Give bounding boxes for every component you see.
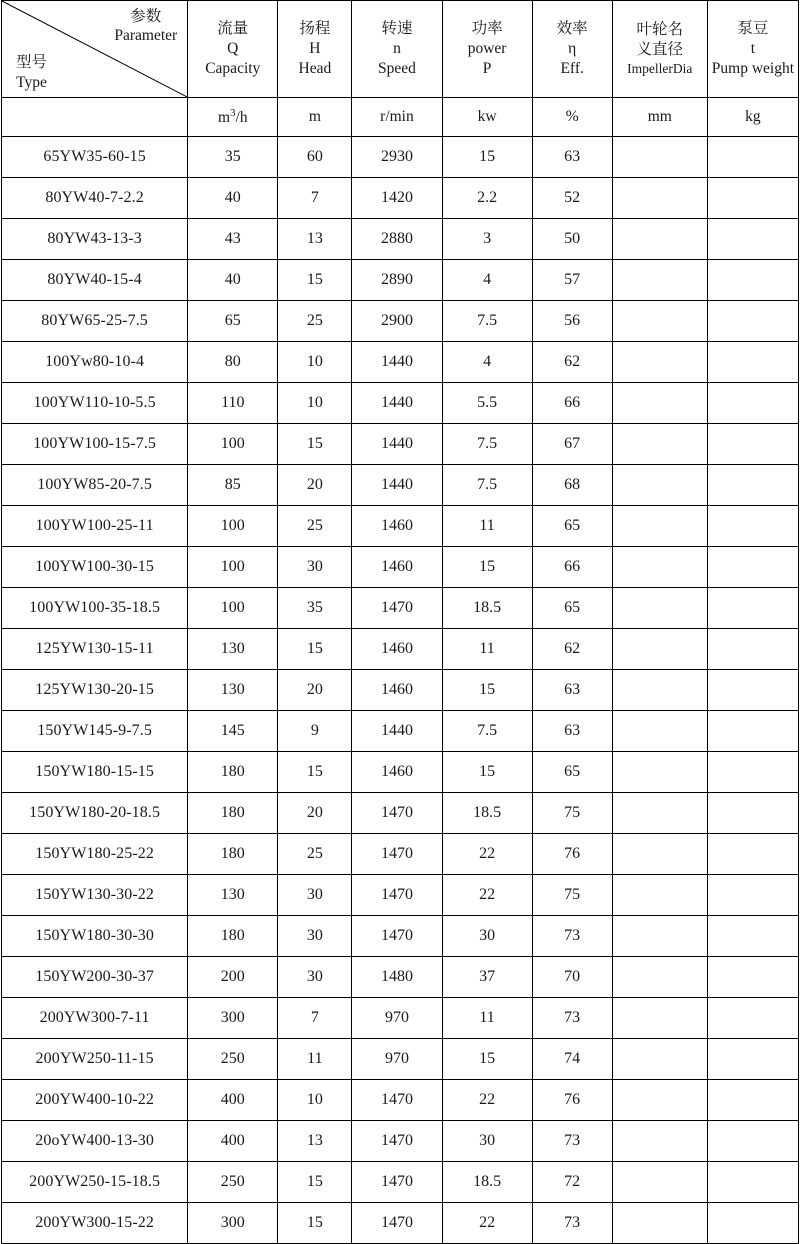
table-row — [2, 916, 799, 957]
power-value: 2.2 — [442, 178, 532, 219]
capacity-value: 100 — [188, 506, 278, 547]
pump-weight-value — [707, 260, 798, 301]
power-value: 18.5 — [442, 793, 532, 834]
speed-value: 2930 — [352, 137, 442, 178]
speed-value: 1470 — [352, 1121, 442, 1162]
header-power-word: power — [467, 39, 507, 57]
capacity-value: 145 — [188, 711, 278, 752]
efficiency-value: 67 — [532, 424, 612, 465]
efficiency-value: 73 — [532, 1203, 612, 1244]
capacity-value: 200 — [188, 957, 278, 998]
power-value: 11 — [442, 998, 532, 1039]
pump-type: 150YW180-30-30 — [2, 916, 188, 957]
pump-type: 80YW40-7-2.2 — [2, 178, 188, 219]
pump-type: 100YW100-30-15 — [2, 547, 188, 588]
efficiency-value: 73 — [532, 998, 612, 1039]
pump-weight-value — [707, 834, 798, 875]
header-type-label — [16, 53, 47, 92]
header-speed-en: Speed — [378, 60, 416, 78]
pump-weight-value — [707, 547, 798, 588]
capacity-value: 85 — [188, 465, 278, 506]
header-power-cn: 功率 — [471, 19, 503, 37]
table-row — [2, 875, 799, 916]
speed-value: 1480 — [352, 957, 442, 998]
impeller-diameter-value — [612, 1162, 707, 1203]
capacity-value: 180 — [188, 793, 278, 834]
header-efficiency-symbol: η — [568, 39, 577, 57]
header-pump-weight — [707, 1, 798, 98]
pump-type: 100YW100-35-18.5 — [2, 588, 188, 629]
impeller-diameter-value — [612, 957, 707, 998]
impeller-diameter-value — [612, 875, 707, 916]
table-row — [2, 547, 799, 588]
header-head-symbol: H — [309, 39, 321, 57]
header-impeller-cn: 叶轮名 — [636, 21, 684, 39]
head-value: 30 — [278, 547, 352, 588]
head-value: 13 — [278, 1121, 352, 1162]
header-weight-en: Pump weight — [711, 60, 795, 78]
head-value: 30 — [278, 875, 352, 916]
header-power — [442, 1, 532, 98]
impeller-diameter-value — [612, 137, 707, 178]
head-value: 7 — [278, 178, 352, 219]
pump-type: 200YW300-7-11 — [2, 998, 188, 1039]
speed-value: 1470 — [352, 1080, 442, 1121]
head-value: 25 — [278, 834, 352, 875]
efficiency-value: 73 — [532, 1121, 612, 1162]
head-value: 15 — [278, 629, 352, 670]
capacity-value: 400 — [188, 1121, 278, 1162]
table-row — [2, 588, 799, 629]
head-value: 13 — [278, 219, 352, 260]
impeller-diameter-value — [612, 424, 707, 465]
capacity-value: 100 — [188, 424, 278, 465]
speed-value: 1470 — [352, 834, 442, 875]
efficiency-value: 68 — [532, 465, 612, 506]
header-impeller-diameter — [612, 1, 707, 98]
pump-type: 100YW85-20-7.5 — [2, 465, 188, 506]
header-row — [2, 1, 799, 98]
impeller-diameter-value — [612, 260, 707, 301]
impeller-diameter-value — [612, 793, 707, 834]
head-value: 15 — [278, 1162, 352, 1203]
power-value: 11 — [442, 506, 532, 547]
table-row — [2, 752, 799, 793]
pump-type: 80YW65-25-7.5 — [2, 301, 188, 342]
efficiency-value: 62 — [532, 342, 612, 383]
power-value: 7.5 — [442, 301, 532, 342]
pump-weight-value — [707, 301, 798, 342]
efficiency-value: 63 — [532, 711, 612, 752]
head-value: 15 — [278, 424, 352, 465]
pump-weight-value — [707, 998, 798, 1039]
speed-value: 1470 — [352, 916, 442, 957]
speed-value: 1420 — [352, 178, 442, 219]
pump-weight-value — [707, 670, 798, 711]
header-impeller-cn2: 义直径 — [636, 41, 684, 59]
table-row — [2, 383, 799, 424]
power-value: 30 — [442, 1121, 532, 1162]
head-value: 10 — [278, 1080, 352, 1121]
header-power-symbol: P — [482, 60, 492, 78]
speed-value: 1470 — [352, 793, 442, 834]
header-head-cn: 扬程 — [299, 19, 331, 37]
power-value: 22 — [442, 1080, 532, 1121]
pump-weight-value — [707, 588, 798, 629]
head-value: 30 — [278, 957, 352, 998]
speed-value: 1470 — [352, 1203, 442, 1244]
pump-weight-value — [707, 711, 798, 752]
impeller-diameter-value — [612, 547, 707, 588]
head-value: 20 — [278, 465, 352, 506]
pump-type: 80YW40-15-4 — [2, 260, 188, 301]
capacity-value: 130 — [188, 629, 278, 670]
pump-type: 100Yw80-10-4 — [2, 342, 188, 383]
speed-value: 1440 — [352, 383, 442, 424]
header-weight-symbol: t — [750, 39, 756, 57]
head-value: 20 — [278, 670, 352, 711]
efficiency-value: 63 — [532, 670, 612, 711]
pump-type: 200YW250-11-15 — [2, 1039, 188, 1080]
efficiency-value: 66 — [532, 547, 612, 588]
head-value: 15 — [278, 260, 352, 301]
head-value: 15 — [278, 1203, 352, 1244]
pump-type: 125YW130-20-15 — [2, 670, 188, 711]
efficiency-value: 65 — [532, 752, 612, 793]
head-value: 7 — [278, 998, 352, 1039]
capacity-value: 100 — [188, 588, 278, 629]
pump-weight-value — [707, 875, 798, 916]
speed-value: 1440 — [352, 711, 442, 752]
header-speed-cn: 转速 — [381, 19, 413, 37]
efficiency-value: 76 — [532, 834, 612, 875]
head-value: 10 — [278, 342, 352, 383]
pump-weight-value — [707, 1080, 798, 1121]
unit-impeller-diameter: mm — [612, 98, 707, 137]
head-value: 9 — [278, 711, 352, 752]
pump-type: 100YW100-25-11 — [2, 506, 188, 547]
efficiency-value: 56 — [532, 301, 612, 342]
table-row — [2, 178, 799, 219]
table-header — [2, 1, 799, 137]
table-row — [2, 793, 799, 834]
speed-value: 1460 — [352, 752, 442, 793]
pump-type: 200YW250-15-18.5 — [2, 1162, 188, 1203]
capacity-value: 40 — [188, 260, 278, 301]
head-value: 30 — [278, 916, 352, 957]
efficiency-value: 76 — [532, 1080, 612, 1121]
capacity-value: 100 — [188, 547, 278, 588]
capacity-value: 180 — [188, 834, 278, 875]
pump-weight-value — [707, 1162, 798, 1203]
pump-weight-value — [707, 219, 798, 260]
impeller-diameter-value — [612, 219, 707, 260]
speed-value: 2900 — [352, 301, 442, 342]
unit-pump-weight: kg — [707, 98, 798, 137]
pump-weight-value — [707, 793, 798, 834]
pump-type: 65YW35-60-15 — [2, 137, 188, 178]
impeller-diameter-value — [612, 1121, 707, 1162]
table-row — [2, 834, 799, 875]
impeller-diameter-value — [612, 629, 707, 670]
head-value: 25 — [278, 506, 352, 547]
unit-row — [2, 98, 799, 137]
power-value: 7.5 — [442, 424, 532, 465]
table-row — [2, 998, 799, 1039]
capacity-value: 35 — [188, 137, 278, 178]
head-value: 15 — [278, 752, 352, 793]
power-value: 15 — [442, 137, 532, 178]
capacity-value: 180 — [188, 916, 278, 957]
pump-type: 150YW145-9-7.5 — [2, 711, 188, 752]
speed-value: 1460 — [352, 670, 442, 711]
table-row — [2, 260, 799, 301]
header-corner-cell — [2, 1, 188, 98]
speed-value: 1460 — [352, 506, 442, 547]
capacity-value: 400 — [188, 1080, 278, 1121]
pump-weight-value — [707, 916, 798, 957]
capacity-value: 250 — [188, 1162, 278, 1203]
power-value: 15 — [442, 1039, 532, 1080]
head-value: 60 — [278, 137, 352, 178]
table-row — [2, 1080, 799, 1121]
efficiency-value: 65 — [532, 506, 612, 547]
speed-value: 1460 — [352, 629, 442, 670]
pump-weight-value — [707, 342, 798, 383]
table-row — [2, 506, 799, 547]
pump-type: 150YW130-30-22 — [2, 875, 188, 916]
table-row — [2, 137, 799, 178]
table-row — [2, 342, 799, 383]
header-type-cn: 型号 — [16, 54, 48, 72]
power-value: 15 — [442, 547, 532, 588]
table-row — [2, 1121, 799, 1162]
table-row — [2, 424, 799, 465]
unit-head: m — [278, 98, 352, 137]
header-parameter-en: Parameter — [114, 27, 178, 45]
pump-weight-value — [707, 1121, 798, 1162]
efficiency-value: 73 — [532, 916, 612, 957]
speed-value: 2890 — [352, 260, 442, 301]
capacity-value: 43 — [188, 219, 278, 260]
unit-power: kw — [442, 98, 532, 137]
impeller-diameter-value — [612, 465, 707, 506]
power-value: 37 — [442, 957, 532, 998]
power-value: 22 — [442, 834, 532, 875]
efficiency-value: 72 — [532, 1162, 612, 1203]
efficiency-value: 57 — [532, 260, 612, 301]
power-value: 18.5 — [442, 1162, 532, 1203]
impeller-diameter-value — [612, 1039, 707, 1080]
power-value: 4 — [442, 260, 532, 301]
header-capacity-symbol: Q — [227, 39, 239, 57]
unit-efficiency: % — [532, 98, 612, 137]
header-head-en: Head — [298, 60, 332, 78]
header-parameter-cn: 参数 — [130, 8, 162, 25]
unit-blank-cell — [2, 98, 188, 137]
speed-value: 1470 — [352, 588, 442, 629]
impeller-diameter-value — [612, 711, 707, 752]
impeller-diameter-value — [612, 301, 707, 342]
speed-value: 1460 — [352, 547, 442, 588]
table-row — [2, 465, 799, 506]
efficiency-value: 74 — [532, 1039, 612, 1080]
capacity-value: 110 — [188, 383, 278, 424]
pump-type: 150YW200-30-37 — [2, 957, 188, 998]
capacity-value: 40 — [188, 178, 278, 219]
header-efficiency-en: Eff. — [560, 60, 584, 78]
pump-weight-value — [707, 1039, 798, 1080]
power-value: 7.5 — [442, 465, 532, 506]
pump-type: 200YW300-15-22 — [2, 1203, 188, 1244]
impeller-diameter-value — [612, 383, 707, 424]
efficiency-value: 63 — [532, 137, 612, 178]
pump-type: 20oYW400-13-30 — [2, 1121, 188, 1162]
pump-specification-table — [1, 0, 799, 1244]
pump-weight-value — [707, 424, 798, 465]
capacity-value: 180 — [188, 752, 278, 793]
speed-value: 970 — [352, 998, 442, 1039]
impeller-diameter-value — [612, 998, 707, 1039]
pump-weight-value — [707, 383, 798, 424]
power-value: 22 — [442, 1203, 532, 1244]
speed-value: 970 — [352, 1039, 442, 1080]
speed-value: 1440 — [352, 465, 442, 506]
power-value: 15 — [442, 752, 532, 793]
pump-weight-value — [707, 752, 798, 793]
efficiency-value: 65 — [532, 588, 612, 629]
pump-weight-value — [707, 465, 798, 506]
impeller-diameter-value — [612, 178, 707, 219]
capacity-value: 65 — [188, 301, 278, 342]
efficiency-value: 52 — [532, 178, 612, 219]
impeller-diameter-value — [612, 834, 707, 875]
header-type-en: Type — [16, 73, 47, 91]
impeller-diameter-value — [612, 916, 707, 957]
speed-value: 1470 — [352, 1162, 442, 1203]
efficiency-value: 62 — [532, 629, 612, 670]
pump-type: 150YW180-15-15 — [2, 752, 188, 793]
pump-type: 200YW400-10-22 — [2, 1080, 188, 1121]
capacity-value: 300 — [188, 1203, 278, 1244]
pump-type: 100YW110-10-5.5 — [2, 383, 188, 424]
table-body — [2, 137, 799, 1244]
impeller-diameter-value — [612, 670, 707, 711]
efficiency-value: 75 — [532, 875, 612, 916]
header-capacity-cn: 流量 — [217, 19, 249, 37]
impeller-diameter-value — [612, 752, 707, 793]
unit-speed: r/min — [352, 98, 442, 137]
pump-type: 100YW100-15-7.5 — [2, 424, 188, 465]
efficiency-value: 66 — [532, 383, 612, 424]
table-row — [2, 301, 799, 342]
pump-weight-value — [707, 629, 798, 670]
head-value: 35 — [278, 588, 352, 629]
power-value: 5.5 — [442, 383, 532, 424]
unit-capacity: $m^3/h$ — [188, 98, 278, 137]
header-speed — [352, 1, 442, 98]
head-value: 11 — [278, 1039, 352, 1080]
table-row — [2, 219, 799, 260]
header-capacity — [188, 1, 278, 98]
pump-type: 125YW130-15-11 — [2, 629, 188, 670]
speed-value: 1440 — [352, 342, 442, 383]
impeller-diameter-value — [612, 342, 707, 383]
power-value: 18.5 — [442, 588, 532, 629]
pump-weight-value — [707, 178, 798, 219]
pump-type: 80YW43-13-3 — [2, 219, 188, 260]
head-value: 20 — [278, 793, 352, 834]
power-value: 22 — [442, 875, 532, 916]
table-row — [2, 957, 799, 998]
header-weight-cn: 泵豆 — [737, 19, 769, 37]
power-value: 4 — [442, 342, 532, 383]
header-head — [278, 1, 352, 98]
table-row — [2, 1162, 799, 1203]
capacity-value: 130 — [188, 670, 278, 711]
capacity-value: 250 — [188, 1039, 278, 1080]
header-parameter-label — [114, 7, 177, 46]
speed-value: 1470 — [352, 875, 442, 916]
speed-value: 2880 — [352, 219, 442, 260]
head-value: 10 — [278, 383, 352, 424]
pump-type: 150YW180-25-22 — [2, 834, 188, 875]
impeller-diameter-value — [612, 506, 707, 547]
power-value: 15 — [442, 670, 532, 711]
table-row — [2, 711, 799, 752]
power-value: 11 — [442, 629, 532, 670]
header-efficiency-cn: 效率 — [556, 19, 588, 37]
pump-type: 150YW180-20-18.5 — [2, 793, 188, 834]
capacity-value: 80 — [188, 342, 278, 383]
table-row — [2, 670, 799, 711]
header-capacity-en: Capacity — [205, 60, 261, 78]
header-impeller-en: ImpellerDia — [627, 61, 693, 77]
table-row — [2, 1039, 799, 1080]
power-value: 3 — [442, 219, 532, 260]
header-efficiency — [532, 1, 612, 98]
efficiency-value: 50 — [532, 219, 612, 260]
pump-weight-value — [707, 137, 798, 178]
efficiency-value: 75 — [532, 793, 612, 834]
capacity-value: 130 — [188, 875, 278, 916]
power-value: 7.5 — [442, 711, 532, 752]
impeller-diameter-value — [612, 1080, 707, 1121]
head-value: 25 — [278, 301, 352, 342]
impeller-diameter-value — [612, 588, 707, 629]
capacity-value: 300 — [188, 998, 278, 1039]
speed-value: 1440 — [352, 424, 442, 465]
table-row — [2, 629, 799, 670]
efficiency-value: 70 — [532, 957, 612, 998]
pump-weight-value — [707, 957, 798, 998]
header-speed-symbol: n — [393, 39, 401, 57]
pump-weight-value — [707, 506, 798, 547]
power-value: 30 — [442, 916, 532, 957]
